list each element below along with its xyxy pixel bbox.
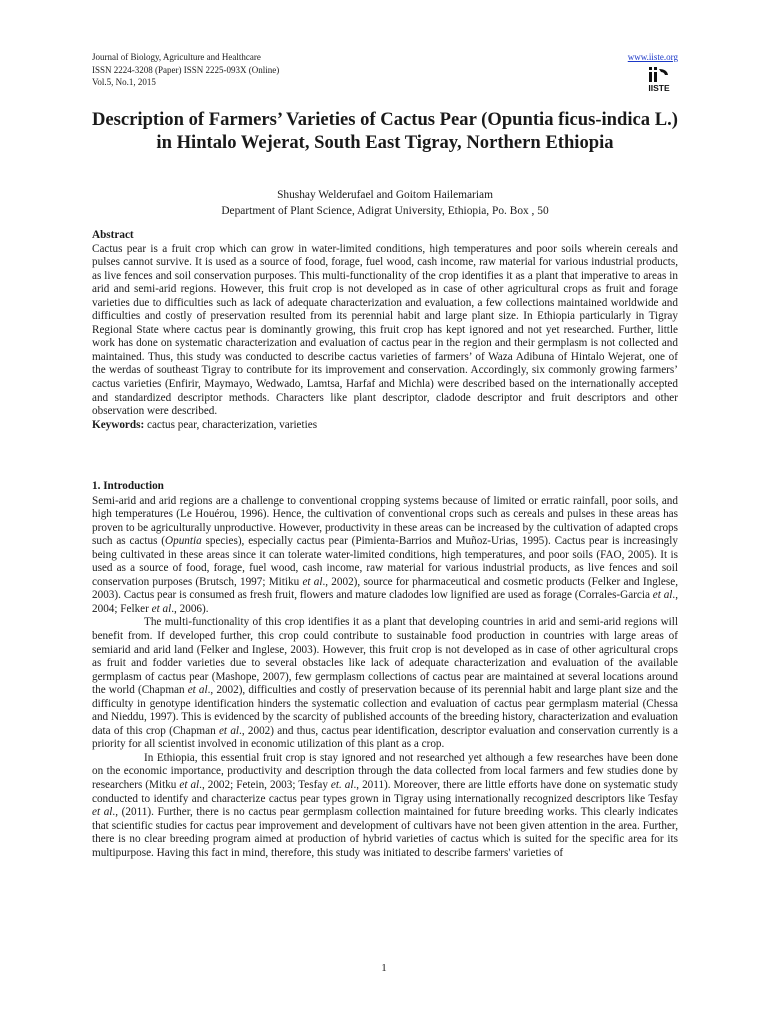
keywords-label: Keywords:	[92, 418, 145, 431]
paper-title: Description of Farmers’ Varieties of Cactus Pear (Opuntia ficus-indica L.) in Hintalo Wejerat, South East Tigray, Northern Ethiopia	[92, 109, 678, 153]
keywords-text: cactus pear, characterization, varieties	[144, 418, 318, 431]
intro-paragraph-2: The multi-functionality of this crop identifies it as a plant that developing countries in arid and semi-arid regions will benefit from. If developed further, this crop could contribute to sustainable food production in countries with large areas of semiarid and arid land (Felker and Inglese, 2003). However, this fruit crop is not developed as in case of other agricultural crops as fruit and fodder varieties due to several obstacles like lack of adequate characterization and evaluation of the available germplasm of cactus pear (Mashope, 2007), few germplasm collections of cactus pear are maintained at several locations around the world (Chapman et al., 2002), difficulties and costly of preservation because of its perennial habit and large plant size and the difficulty in genotype identification hinders the systematic collection and evaluation of cactus pear germplasm material (Chessa and Nieddu, 1997). This is evidenced by the scarcity of published accounts of the breeding history, characterization and evaluation data of this crop (Chapman et al., 2002) and thus, cactus pear identification, descriptor evaluation and conservation currently is a priority for all scientist involved in economic utilization of this plant as a crop.	[92, 616, 679, 751]
journal-header	[92, 51, 678, 93]
abstract-heading: Abstract	[92, 229, 134, 241]
author-block	[92, 187, 678, 219]
abstract-text: Cactus pear is a fruit crop which can grow in water-limited conditions, high temperatures and poor soils wherein cereals and pulses cannot survive. It is used as a source of food, forage, fuel wood, cash income, raw material for various industrial products, as live fences and soil conservation purposes. This multi-functionality of the crop identifies it as a plant that imperative to areas in arid and semi-arid regions. However, this fruit crop is not developed as in case of other agricultural crops as fruit and forage varieties due to difficulties such as lack of adequate characterization and evaluation, a few collections maintained worldwide and difficulties and costly of preservation resulted from its perennial habit and large plant size. In Ethiopia particularly in Tigray Regional State where cactus pear is dominantly growing, this fruit crop has kept ignored and not yet researched. Further, little work has done on systematic characterization and evaluation of cactus pear in the region and their germplasm is not collected and maintained. Thus, this study was conducted to describe cactus varieties of farmers’ of Waza Adibuna of Hintalo Wejerat, one of the werdas of southeast Tigray to contribute for its improvement and conservation. Accordingly, six commonly growing farmers’ cactus varieties (Enfirir, Maymayo, Wedwado, Lamtsa, Harfaf and Michla) were described based on the internationally accepted and standardized descriptor methods. Characters like plant descriptor, cladode descriptor and fruit descriptors and other observation were described.	[92, 242, 678, 418]
introduction-section	[92, 480, 678, 860]
introduction-heading: 1. Introduction	[92, 480, 164, 492]
page-number: 1	[381, 962, 387, 974]
author-names: Shushay Welderufael and Goitom Hailemariam	[277, 189, 493, 201]
intro-paragraph-1: Semi-arid and arid regions are a challenge to conventional cropping systems because of limited or erratic rainfall, poor soils, and high temperatures (Le Houérou, 1996). Hence, the cultivation of conventional crops such as cereals and pulses in these areas has proven to be agriculturally unproductive. However, productivity in these areas can be increased by the cultivation of adapted crops such as cactus (Opuntia species), especially cactus pear (Pimienta-Barrios and Muñoz-Urias, 1995). Cactus pear is increasingly being cultivated in these areas since it can tolerate water-limited conditions, high temperatures, and poor soils (FAO, 2005). It is used as a source of food, forage, fuel wood, cash income, raw material for various industrial products, as live fences and soil conservation purposes (Brutsch, 1997; Mitiku et al., 2002), source for pharmaceutical and cosmetic products (Felker and Inglese, 2003). Cactus pear is consumed as fresh fruit, flowers and mature cladodes low lignified are used as forage (Corrales-Garcia et al., 2004; Felker et al., 2006).	[92, 494, 678, 615]
keywords-line	[92, 419, 678, 433]
iiste-logo-icon	[646, 66, 672, 92]
author-affiliation: Department of Plant Science, Adigrat University, Ethiopia, Po. Box , 50	[221, 205, 549, 217]
volume-line: Vol.5, No.1, 2015	[92, 77, 156, 87]
journal-name: Journal of Biology, Agriculture and Healthcare	[92, 52, 261, 62]
abstract-section	[92, 229, 678, 432]
journal-website-link[interactable]: www.iiste.org	[627, 52, 678, 62]
logo-wordmark: IISTE	[648, 83, 670, 92]
intro-paragraph-3: In Ethiopia, this essential fruit crop is stay ignored and not researched yet although a few researches have been done on the economic importance, productivity and description through the data collected from local farmers and few studies done by researchers (Mitku et al., 2002; Fetein, 2003; Tesfay et. al., 2011). Moreover, there are little efforts have done on systematic study conducted to identify and characterize cactus pear types grown in Tigray using internationally recognized descriptors like Tesfay et al., (2011). Further, there is no cactus pear germplasm collection maintained for future breeding works. This clearly indicates that scientific studies for cactus pear improvement and development of cultivars have not been given attention in the area. Further, there is no clear breeding program aimed at production of hybrid varieties of cactus which is suited for the specific area for its multipurpose. Having this fact in mind, therefore, this study was initiated to describe farmers' varieties of	[92, 751, 678, 859]
issn-line: ISSN 2224-3208 (Paper) ISSN 2225-093X (Online)	[92, 64, 280, 75]
